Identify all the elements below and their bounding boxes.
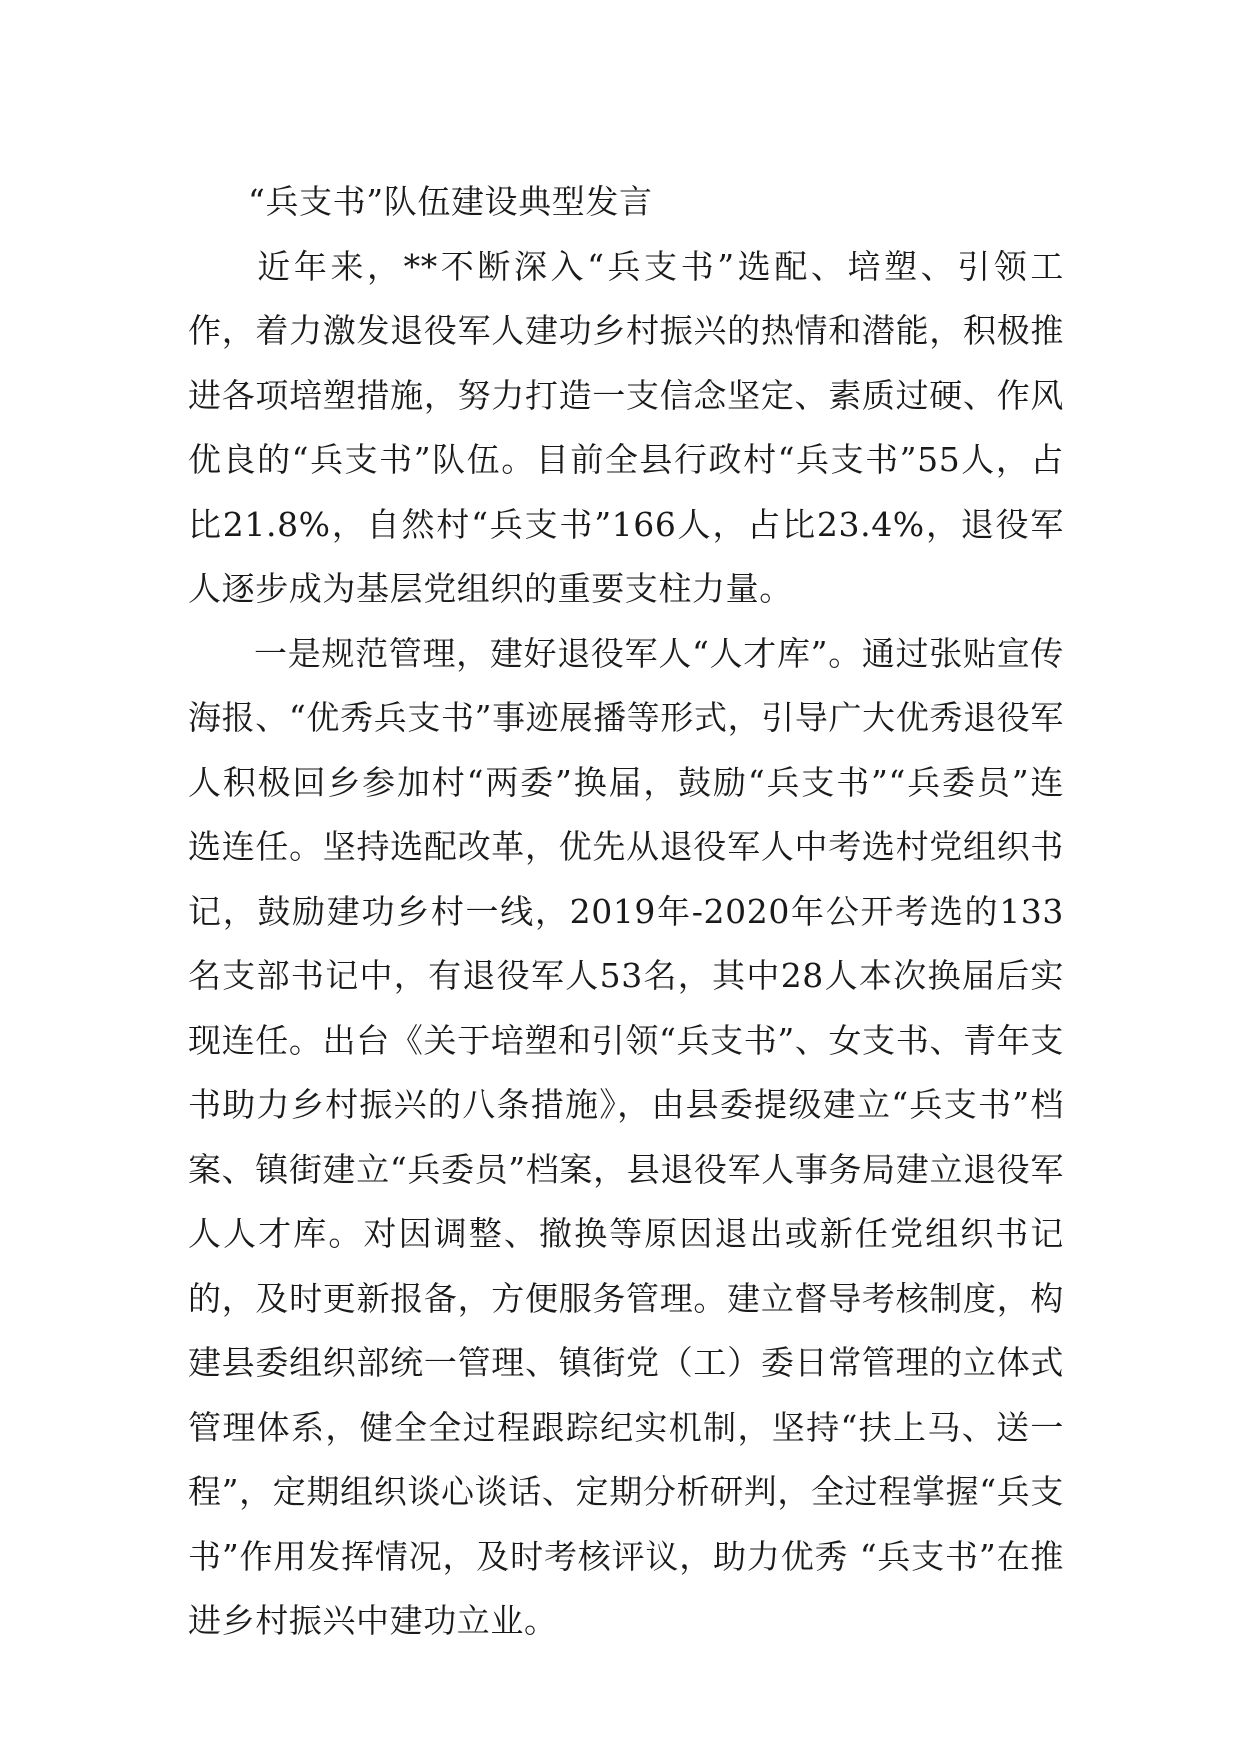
paragraph-standardized-management: 一是规范管理，建好退役军人“人才库”。通过张贴宣传海报、“优秀兵支书”事迹展播等形式，引导广大优秀退役军人积极回乡参加村“两委”换届，鼓励“兵支书”“兵委员”连选连任。坚持选配改革，优先从退役军人中考选村党组织书记，鼓励建功乡村一线，2019年-2020年公开考选的133名支部书记中，有退役军人53名，其中28人本次换届后实现连任。出台《关于培塑和引领“兵支书”、女支书、青年支书助力乡村振兴的八条措施》，由县委提级建立“兵支书”档案、镇街建立“兵委员”档案，县退役军人事务局建立退役军人人才库。对因调整、撤换等原因退出或新任党组织书记的，及时更新报备，方便服务管理。建立督导考核制度，构建县委组织部统一管理、镇街党（工）委日常管理的立体式管理体系，健全全过程跟踪纪实机制，坚持“扶上马、送一程”，定期组织谈心谈话、定期分析研判，全过程掌握“兵支书”作用发挥情况，及时考核评议，助力优秀 “兵支书”在推进乡村振兴中建功立业。 xyxy=(188,633,1064,1640)
document-title: “兵支书”队伍建设典型发言 xyxy=(248,182,653,221)
paragraph-intro: 近年来，**不断深入“兵支书”选配、培塑、引领工作，着力激发退役军人建功乡村振兴的热情和潜能，积极推进各项培塑措施，努力打造一支信念坚定、素质过硬、作风优良的“兵支书”队伍。目前全县行政村“兵支书”55人，占比21.8%，自然村“兵支书”166人，占比23.4%，退役军人逐步成为基层党组织的重要支柱力量。 xyxy=(188,246,1064,608)
document-body xyxy=(188,170,1064,1654)
